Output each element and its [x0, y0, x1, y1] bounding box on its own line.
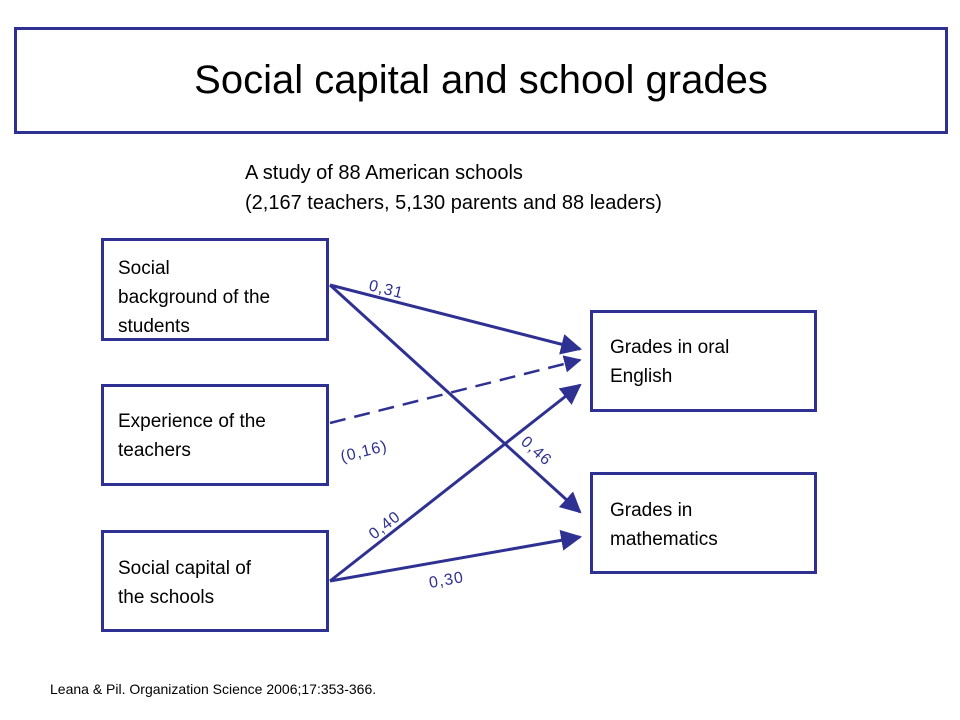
teacher-experience-box — [101, 384, 329, 486]
citation: Leana & Pil. Organization Science 2006;17:353-366. — [50, 681, 377, 697]
grades-math-line-2: mathematics — [610, 529, 718, 550]
page-title: Social capital and school grades — [194, 58, 768, 102]
study-description-line-2: (2,167 teachers, 5,130 parents and 88 leaders) — [245, 192, 662, 214]
coefficient-background-to-english: 0,31 — [367, 277, 406, 303]
grades-math-line-1: Grades in — [610, 500, 693, 521]
coefficient-background-to-math: 0,46 — [517, 433, 555, 470]
arrow-background-to-math — [330, 285, 580, 512]
social-background-line-1: Social — [118, 258, 170, 279]
social-background-box — [101, 238, 329, 341]
social-background-line-2: background of the — [118, 287, 271, 308]
teacher-experience-line-1: Experience of the — [118, 411, 266, 432]
social-capital-box — [101, 530, 329, 632]
social-background-line-3: students — [118, 316, 190, 337]
social-capital-line-2: the schools — [118, 587, 215, 608]
coefficient-capital-to-english: 0,40 — [365, 508, 405, 544]
study-description-line-1: A study of 88 American schools — [245, 162, 523, 184]
grades-english-box — [590, 310, 817, 412]
coefficient-capital-to-math: 0,30 — [427, 569, 466, 592]
arrow-background-to-english — [330, 285, 580, 349]
grades-english-line-2: English — [610, 366, 673, 387]
coefficient-experience-to-english: (0,16) — [338, 437, 390, 466]
grades-english-line-1: Grades in oral — [610, 337, 730, 358]
teacher-experience-line-2: teachers — [118, 440, 191, 461]
grades-math-box — [590, 472, 817, 574]
social-capital-line-1: Social capital of — [118, 558, 252, 579]
